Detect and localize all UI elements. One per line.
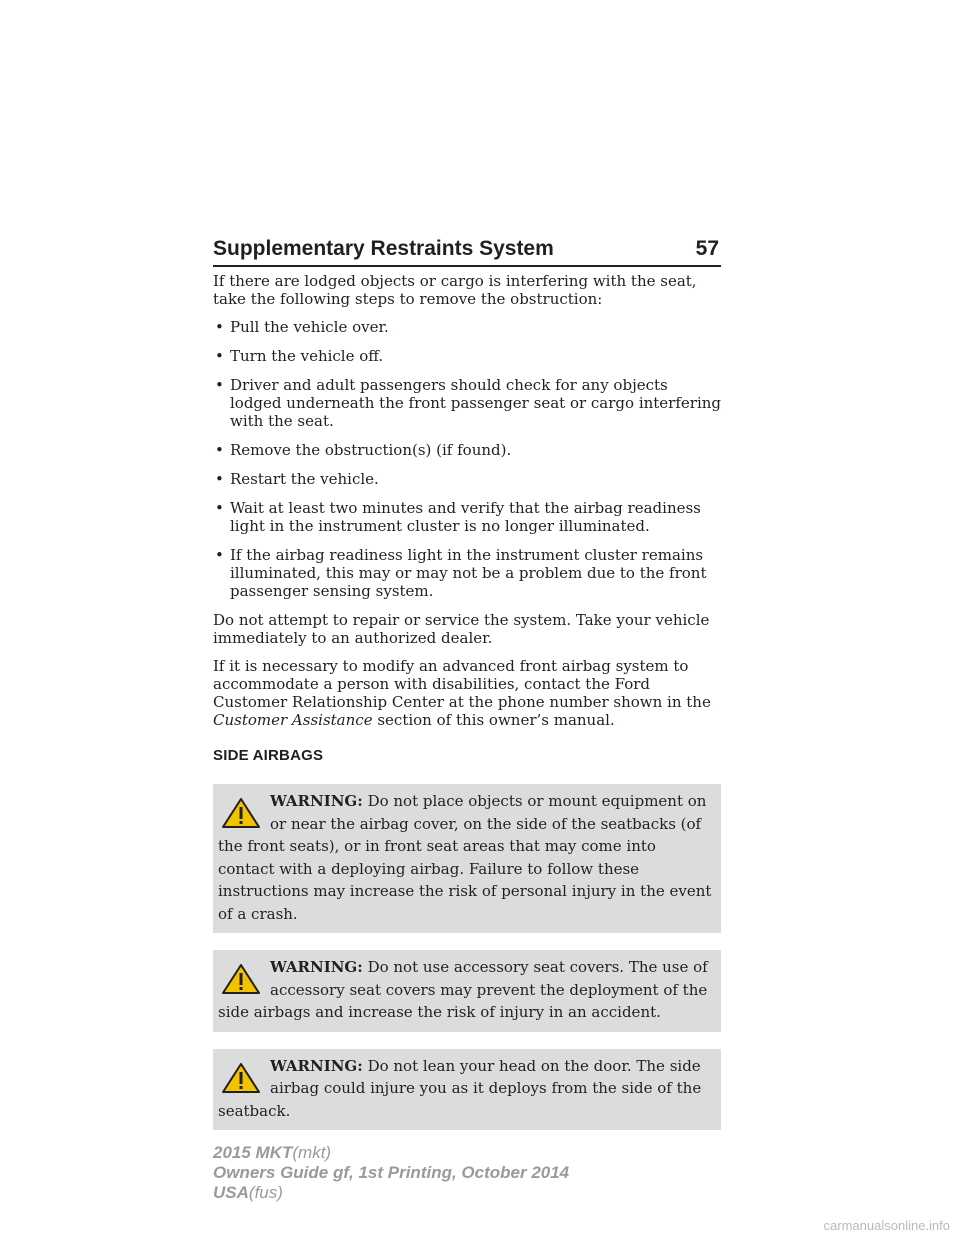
page-footer: 2015 MKT(mkt) Owners Guide gf, 1st Printing, October 2014 USA(fus)	[213, 1143, 570, 1202]
repair-paragraph: Do not attempt to repair or service the system. Take your vehicle immediately to an authorized dealer.	[213, 611, 710, 647]
list-item: • Restart the vehicle.	[215, 470, 379, 488]
warning-box	[213, 950, 721, 1032]
list-item: • Pull the vehicle over.	[215, 318, 389, 336]
section-heading: SIDE AIRBAGS	[213, 747, 324, 764]
warning-triangle-icon	[222, 1063, 260, 1093]
intro-paragraph: If there are lodged objects or cargo is interfering with the seat, take the following steps to remove the obstruction:	[213, 272, 697, 308]
warning-label: WARNING:	[270, 792, 363, 810]
page-number: 57	[695, 237, 719, 260]
list-item: • If the airbag readiness light in the instrument cluster remains illuminated, this may or may not be a problem due to the front passenger sensing system.	[215, 546, 707, 600]
list-item: • Wait at least two minutes and verify that the airbag readiness light in the instrument cluster is no longer illuminated.	[215, 499, 701, 535]
modify-paragraph: If it is necessary to modify an advanced front airbag system to accommodate a person with disabilities, contact the Ford Customer Relationship Center at the phone number shown in the Customer Assistance section of this owner’s manual.	[213, 657, 711, 729]
warning-label: WARNING:	[270, 958, 363, 976]
page-header	[213, 225, 721, 267]
warning-text: Do not lean your head on the door. The side airbag could injure you as it deploys from the side of the seatback.	[218, 1056, 702, 1120]
warning-box	[213, 784, 721, 933]
page-title: Supplementary Restraints System	[213, 237, 554, 260]
warning-box	[213, 1049, 721, 1131]
warning-label: WARNING:	[270, 1056, 363, 1075]
page-content	[213, 272, 721, 1147]
warning-triangle-icon	[222, 798, 260, 828]
list-item: • Turn the vehicle off.	[215, 347, 384, 365]
watermark: carmanualsonline.info	[823, 1218, 950, 1233]
warning-text: Do not use accessory seat covers. The use of accessory seat covers may prevent the deployment of the side airbags and increase the risk of injury in an accident.	[218, 958, 708, 1021]
customer-assistance-reference: Customer Assistance	[213, 711, 373, 729]
steps-list	[213, 318, 721, 600]
list-item: • Remove the obstruction(s) (if found).	[215, 441, 512, 459]
warning-text: Do not place objects or mount equipment on or near the airbag cover, on the side of the seatbacks (of the front seats), or in front seat areas that may come into contact with a deploying airbag. Failure to follow these instructions may increase the risk of personal injury in the event of a crash.	[218, 792, 712, 923]
warning-triangle-icon	[222, 964, 260, 994]
list-item: • Driver and adult passengers should check for any objects lodged underneath the front passenger seat or cargo interfering with the seat.	[215, 376, 722, 430]
